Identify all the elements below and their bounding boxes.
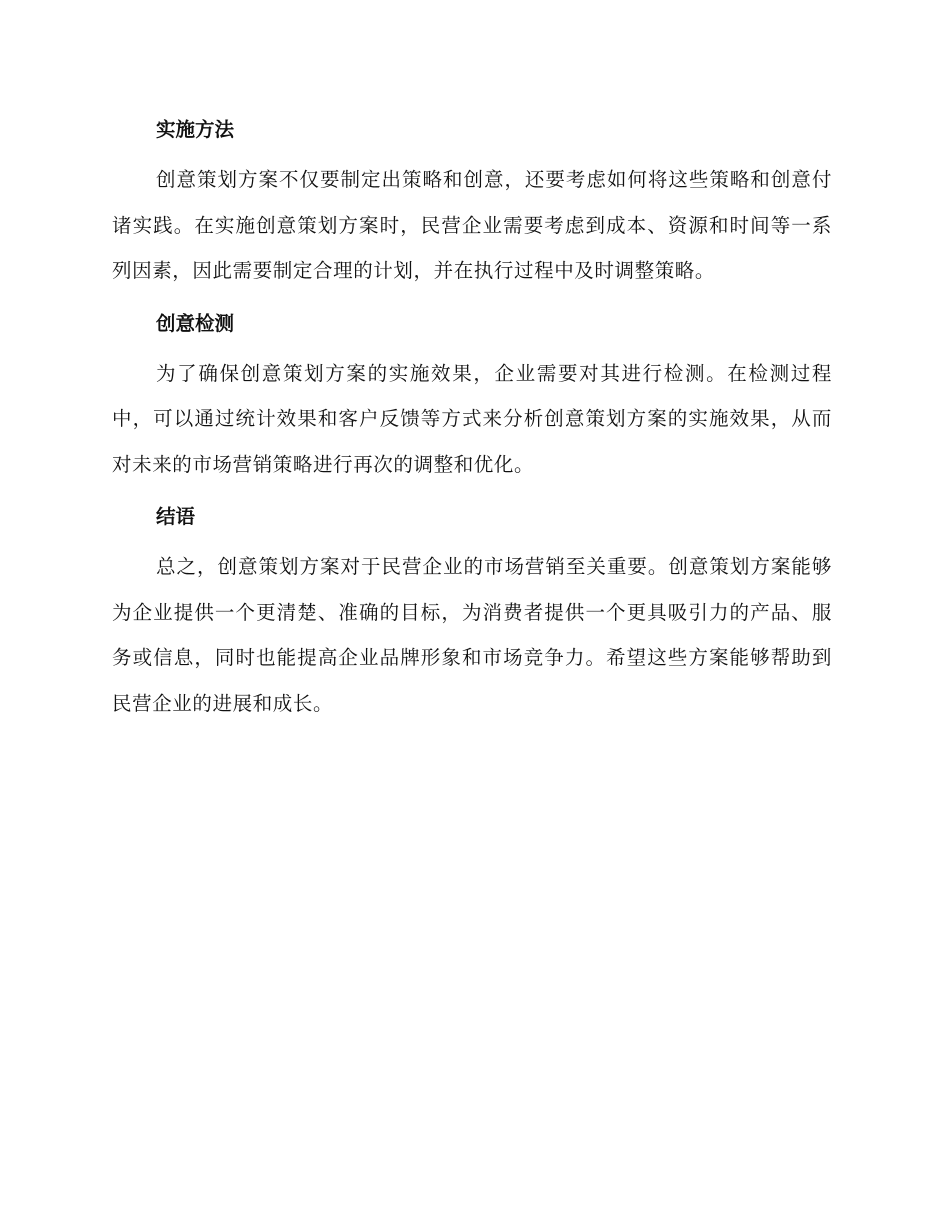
section-heading-conclusion: 结语 — [156, 505, 196, 528]
document-body — [112, 108, 832, 726]
section-paragraph-detection: 为了确保创意策划方案的实施效果，企业需要对其进行检测。在检测过程中，可以通过统计效果和客户反馈等方式来分析创意策划方案的实施效果，从而对未来的市场营销策略进行再次的调整和优化。 — [112, 361, 832, 476]
section-heading-implementation: 实施方法 — [156, 118, 235, 141]
section-heading-detection: 创意检测 — [156, 311, 235, 335]
section-paragraph-implementation: 创意策划方案不仅要制定出策略和创意，还要考虑如何将这些策略和创意付诸实践。在实施创意策划方案时，民营企业需要考虑到成本、资源和时间等一系列因素，因此需要制定合理的计划，并在执行过程中及时调整策略。 — [112, 168, 832, 282]
section-paragraph-conclusion: 总之，创意策划方案对于民营企业的市场营销至关重要。创意策划方案能够为企业提供一个更清楚、准确的目标，为消费者提供一个更具吸引力的产品、服务或信息，同时也能提高企业品牌形象和市场竞争力。希望这些方案能够帮助到民营企业的进展和成长。 — [112, 555, 832, 715]
